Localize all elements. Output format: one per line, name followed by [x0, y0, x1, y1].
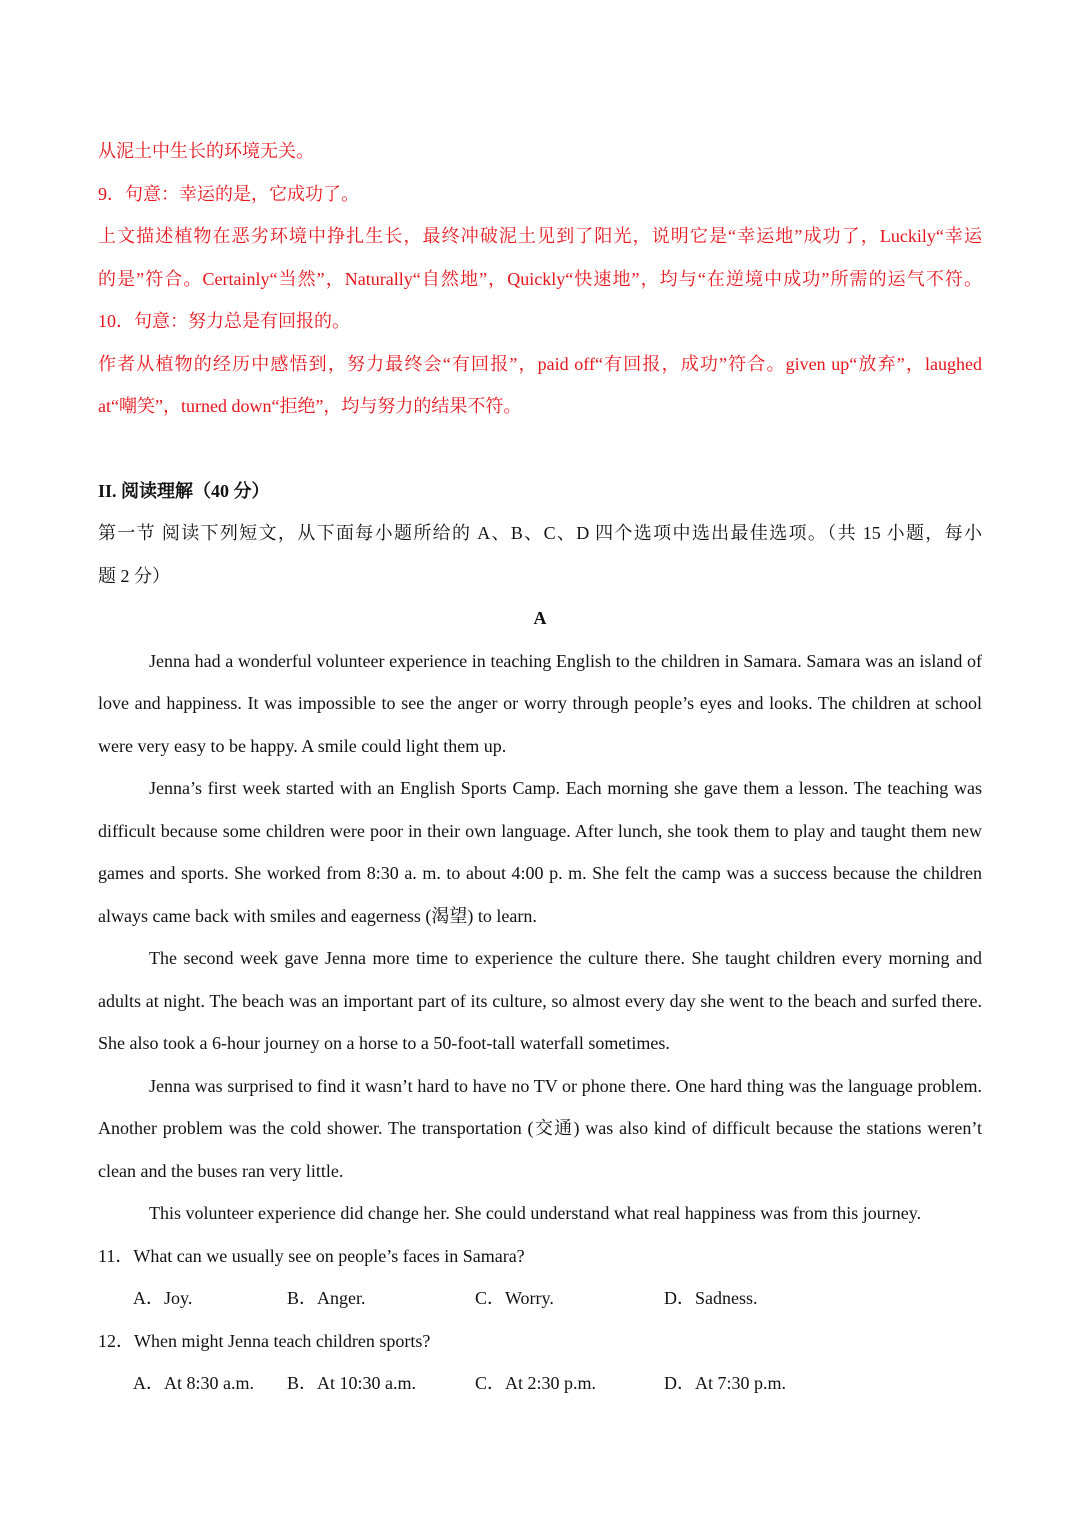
passage-label: A	[533, 608, 547, 628]
question-12-option-b: B．At 10:30 a.m.	[287, 1373, 416, 1393]
question-11-options	[98, 1277, 982, 1320]
section-instruction-1: 第一节 阅读下列短文，从下面每小题所给的 A、B、C、D 四个选项中选出最佳选项。（共 15 小题，每小	[98, 523, 982, 543]
passage-paragraph-1: Jenna had a wonderful volunteer experience in teaching English to the children in Samara. Samara was an island of love and happiness. It was impossible to see the anger or worry through people’s eyes and looks. The children at school were very easy to be happy. A smile could light them up.	[98, 650, 982, 756]
answer-q9-explanation-1: 上文描述植物在恶劣环境中挣扎生长，最终冲破泥土见到了阳光，说明它是“幸运地”成功了，Luckily“幸运	[98, 226, 982, 246]
question-12-stem: 12．When might Jenna teach children sports?	[98, 1330, 431, 1351]
question-12-option-a: A．At 8:30 a.m.	[133, 1373, 254, 1393]
passage-paragraph-5: This volunteer experience did change her. She could understand what real happiness was from this journey.	[149, 1203, 922, 1223]
answer-q10-title: 10．句意：努力总是有回报的。	[98, 311, 350, 331]
question-12-option-c: C．At 2:30 p.m.	[475, 1373, 597, 1393]
question-11-option-d: D．Sadness.	[664, 1288, 758, 1308]
passage-paragraph-4: Jenna was surprised to find it wasn’t hard to have no TV or phone there. One hard thing was the language problem. Another problem was the cold shower. The transportation (交通) was also kind of difficult because the stations weren’t clean and the buses ran very little.	[98, 1075, 982, 1181]
question-11-option-a: A．Joy.	[133, 1288, 193, 1308]
passage-paragraph-3: The second week gave Jenna more time to experience the culture there. She taught children every morning and adults at night. The beach was an important part of its culture, so almost every day she went to the beach and surfed there. She also took a 6-hour journey on a horse to a 50-foot-tall waterfall sometimes.	[98, 948, 982, 1053]
passage-paragraph-2: Jenna’s first week started with an English Sports Camp. Each morning she gave them a lesson. The teaching was difficult because some children were poor in their own language. After lunch, she took them to play and taught them new games and sports. She worked from 8:30 a. m. to about 4:00 p. m. She felt the camp was a success because the children always came back with smiles and eagerness (渴望) to learn.	[98, 778, 982, 926]
answer-q9-explanation-2: 的是”符合。Certainly“当然”，Naturally“自然地”，Quickly“快速地”，均与“在逆境中成功”所需的运气不符。	[98, 268, 982, 289]
section-instruction-2: 题 2 分）	[98, 565, 170, 586]
answer-q10-explanation-2: at“嘲笑”，turned down“拒绝”，均与努力的结果不符。	[98, 396, 522, 416]
answer-q10-explanation-1: 作者从植物的经历中感悟到，努力最终会“有回报”，paid off“有回报，成功”符合。given up“放弃”，laughed	[98, 353, 982, 374]
question-12-options	[98, 1362, 982, 1405]
question-12-option-d: D．At 7:30 p.m.	[664, 1373, 787, 1393]
section-heading: II. 阅读理解（40 分）	[98, 480, 270, 501]
document-page	[98, 130, 982, 1405]
answer-line-top: 从泥土中生长的环境无关。	[98, 141, 314, 161]
question-11-option-c: C．Worry.	[475, 1288, 554, 1308]
question-11-option-b: B．Anger.	[287, 1288, 366, 1308]
question-11-stem: 11．What can we usually see on people’s faces in Samara?	[98, 1245, 525, 1266]
answer-q9-title: 9．句意：幸运的是，它成功了。	[98, 183, 359, 204]
